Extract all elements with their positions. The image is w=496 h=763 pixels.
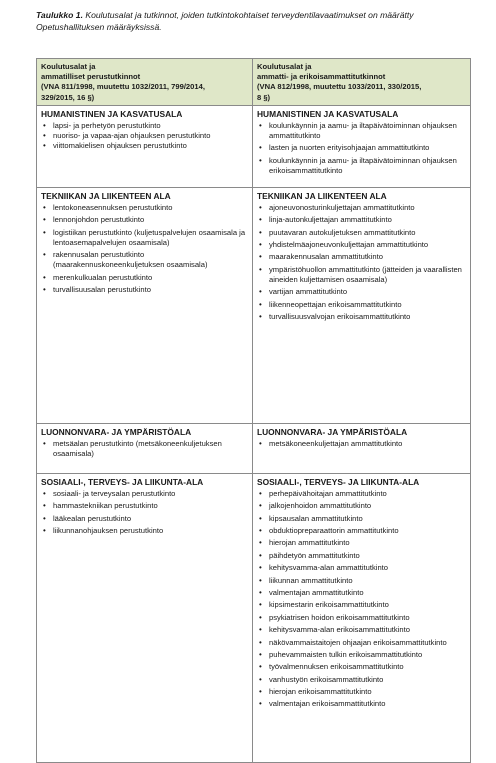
list-item: • liikenneopettajan erikoisammattitutkinto xyxy=(257,300,466,310)
list-item: • maarakennusalan ammattitutkinto xyxy=(257,252,466,262)
list-item: • sosiaali- ja terveysalan perustutkinto xyxy=(41,489,248,499)
list-item: • jalkojenhoidon ammattitutkinto xyxy=(257,501,466,511)
section-row-tekniikka xyxy=(37,187,471,423)
list-item: • turvallisuusvalvojan erikoisammattitutkinto xyxy=(257,312,466,322)
qualification-list xyxy=(41,489,248,536)
qualification-list xyxy=(41,203,248,296)
qualification-list xyxy=(257,203,466,323)
section-title: LUONNONVARA- JA YMPÄRISTÖALA xyxy=(41,426,192,437)
header-right-line: ammatti- ja erikoisammattitutkinnot xyxy=(257,72,386,82)
header-left-line: 329/2015, 16 §) xyxy=(41,92,95,102)
list-item: • nuoriso- ja vapaa-ajan ohjauksen perustutkinto xyxy=(41,131,248,141)
list-item: • kipsimestarin erikoisammattitutkinto xyxy=(257,600,466,610)
list-item: • puhevammaisten tulkin erikoisammattitutkinto xyxy=(257,650,466,660)
section-row-humanistinen xyxy=(37,105,471,187)
list-item: • valmentajan erikoisammattitutkinto xyxy=(257,699,466,709)
list-item: • psykiatrisen hoidon erikoisammattitutkinto xyxy=(257,613,466,623)
table-header-row xyxy=(37,59,471,106)
list-item: • vanhustyön erikoisammattitutkinto xyxy=(257,675,466,685)
list-item: • koulunkäynnin ja aamu- ja iltapäivätoiminnan ohjauksen erikoisammattitutkinto xyxy=(257,156,466,176)
section-right-cell xyxy=(253,187,471,423)
list-item: • näkövammaistaitojen ohjaajan erikoisammattitutkinto xyxy=(257,638,466,648)
list-item: • ajoneuvonosturinkuljettajan ammattitutkinto xyxy=(257,203,466,213)
section-left-cell xyxy=(37,473,253,762)
list-item: • valmentajan ammattitutkinto xyxy=(257,588,466,598)
qualification-list xyxy=(257,489,466,710)
list-item: • perhepäivähoitajan ammattitutkinto xyxy=(257,489,466,499)
list-item: • lapsi- ja perhetyön perustutkinto xyxy=(41,121,248,131)
header-right-line: Koulutusalat ja xyxy=(257,62,312,71)
section-row-sosiaali xyxy=(37,473,471,762)
list-item: • ympäristöhuollon ammattitutkinto (jätteiden ja vaarallisten aineiden kuljettamisen osaamisala) xyxy=(257,265,466,285)
list-item: • koulunkäynnin ja aamu- ja iltapäivätoiminnan ohjauksen ammattitutkinto xyxy=(257,121,466,141)
table-caption xyxy=(36,9,476,33)
list-item: • hammastekniikan perustutkinto xyxy=(41,501,248,511)
list-item: • lääkealan perustutkinto xyxy=(41,514,248,524)
list-item: • puutavaran autokuljetuksen ammattitutkinto xyxy=(257,228,466,238)
section-right-cell xyxy=(253,473,471,762)
list-item: • kehitysvamma-alan erikoisammattitutkinto xyxy=(257,625,466,635)
list-item: • päihdetyön ammattitutkinto xyxy=(257,551,466,561)
list-item: • logistiikan perustutkinto (kuljetuspalvelujen osaamisala ja lentoasemapalvelujen osaamisala) xyxy=(41,228,248,248)
qualification-list xyxy=(41,439,248,459)
list-item: • merenkulkualan perustutkinto xyxy=(41,273,248,283)
list-item: • turvallisuusalan perustutkinto xyxy=(41,285,248,295)
caption-text: Koulutusalat ja tutkinnot, joiden tutkintokohtaiset terveydentilavaatimukset on määrätty Opetushallituksen määräyksissä. xyxy=(36,10,414,32)
list-item: • liikunnanohjauksen perustutkinto xyxy=(41,526,248,536)
header-right-line: (VNA 812/1998, muutettu 1033/2011, 330/2015, xyxy=(257,82,422,92)
section-title: SOSIAALI-, TERVEYS- JA LIIKUNTA-ALA xyxy=(41,476,204,487)
list-item: • metsäkoneenkuljettajan ammattitutkinto xyxy=(257,439,466,449)
list-item: • rakennusalan perustutkinto (maarakennuskoneenkuljetuksen osaamisala) xyxy=(41,250,248,270)
qualifications-table xyxy=(36,58,471,763)
header-left-line: (VNA 811/1998, muutettu 1032/2011, 799/2014, xyxy=(41,82,205,92)
list-item: • hierojan ammattitutkinto xyxy=(257,538,466,548)
list-item: • viittomakielisen ohjauksen perustutkinto xyxy=(41,141,248,151)
header-left-line: Koulutusalat ja xyxy=(41,62,96,71)
section-left-cell xyxy=(37,187,253,423)
section-left-cell xyxy=(37,423,253,473)
list-item: • työvalmennuksen erikoisammattitutkinto xyxy=(257,662,466,672)
qualification-list xyxy=(257,439,466,449)
header-right-line: 8 §) xyxy=(257,92,271,102)
section-title: SOSIAALI-, TERVEYS- JA LIIKUNTA-ALA xyxy=(257,476,420,487)
list-item: • lentokoneasennuksen perustutkinto xyxy=(41,203,248,213)
section-right-cell xyxy=(253,105,471,187)
list-item: • yhdistelmäajoneuvonkuljettajan ammattitutkinto xyxy=(257,240,466,250)
section-title: TEKNIIKAN JA LIIKENTEEN ALA xyxy=(41,190,171,201)
header-left xyxy=(37,59,253,106)
section-right-cell xyxy=(253,423,471,473)
list-item: • hierojan erikoisammattitutkinto xyxy=(257,687,466,697)
list-item: • obduktiopreparaattorin ammattitutkinto xyxy=(257,526,466,536)
section-title: HUMANISTINEN JA KASVATUSALA xyxy=(41,108,183,119)
list-item: • vartijan ammattitutkinto xyxy=(257,287,466,297)
section-row-luonnonvara xyxy=(37,423,471,473)
header-left-line: ammatilliset perustutkinnot xyxy=(41,72,141,82)
list-item: • kipsausalan ammattitutkinto xyxy=(257,514,466,524)
list-item: • metsäalan perustutkinto (metsäkoneenkuljetuksen osaamisala) xyxy=(41,439,248,459)
section-title: LUONNONVARA- JA YMPÄRISTÖALA xyxy=(257,426,408,437)
list-item: • liikunnan ammattitutkinto xyxy=(257,576,466,586)
list-item: • linja-autonkuljettajan ammattitutkinto xyxy=(257,215,466,225)
list-item: • lennonjohdon perustutkinto xyxy=(41,215,248,225)
section-left-cell xyxy=(37,105,253,187)
qualification-list xyxy=(257,121,466,176)
section-title: TEKNIIKAN JA LIIKENTEEN ALA xyxy=(257,190,387,201)
list-item: • lasten ja nuorten erityisohjaajan ammattitutkinto xyxy=(257,143,466,153)
list-item: • kehitysvamma-alan ammattitutkinto xyxy=(257,563,466,573)
section-title: HUMANISTINEN JA KASVATUSALA xyxy=(257,108,399,119)
caption-label: Taulukko 1. xyxy=(36,10,83,20)
header-right xyxy=(253,59,471,106)
qualification-list xyxy=(41,121,248,152)
